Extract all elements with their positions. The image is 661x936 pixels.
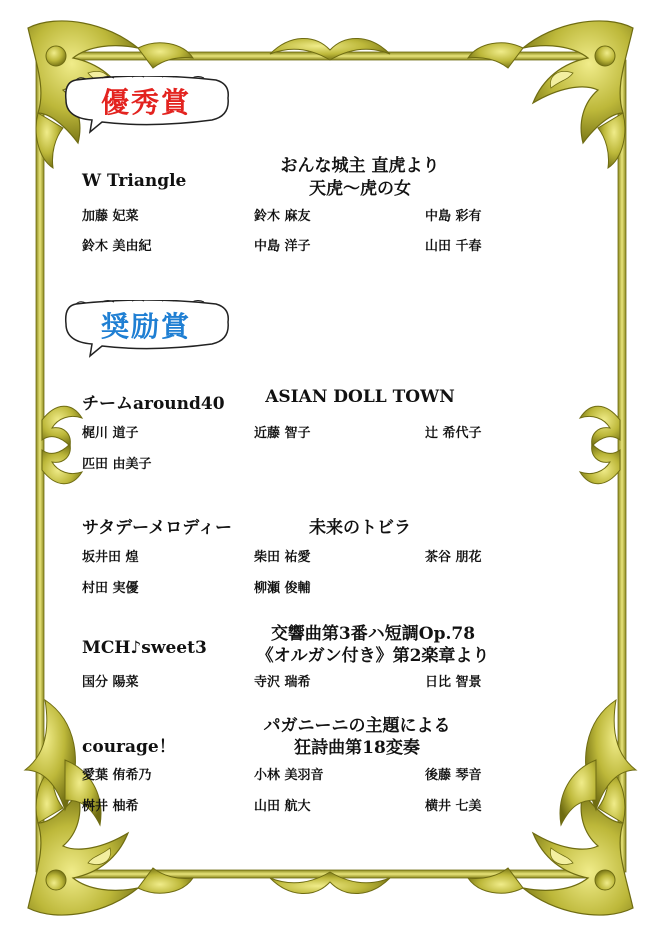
award-heading-excellence [62,76,230,134]
member-name: 茶谷 朋花 [425,550,482,565]
member-name: 日比 智景 [425,675,482,690]
piece-title-line: ASIAN DOLL TOWN [265,387,455,407]
member-name: 中島 洋子 [254,239,311,254]
member-name: 梶川 道子 [82,426,139,441]
member-name: 柴田 祐愛 [254,550,311,565]
piece-title-line: 《オルガン付き》第2楽章より [256,646,490,666]
piece-title-line: おんな城主 直虎より [280,156,440,176]
member-name: 鈴木 麻友 [254,209,311,224]
piece-title-line: 天虎～虎の女 [309,179,411,199]
piece-title-line: パガニーニの主題による [263,716,451,736]
member-name: 鈴木 美由紀 [82,239,152,254]
award-heading-label: 奨励賞 [100,310,191,343]
piece-title-line: 交響曲第3番ハ短調Op.78 [270,624,476,644]
member-name: 中島 彩有 [425,209,482,224]
member-name: 柳瀬 俊輔 [254,581,311,596]
member-name: 後藤 琴音 [425,768,482,783]
member-name: 辻 希代子 [425,426,482,441]
member-name: 山田 千春 [425,239,482,254]
piece-title-line: 狂詩曲第18変奏 [294,738,420,758]
member-name: 山田 航大 [254,799,311,814]
member-name: 近藤 智子 [254,426,311,441]
member-name: 国分 陽菜 [82,675,139,690]
member-name: 小林 美羽音 [254,768,324,783]
team-name: courage！ [82,737,176,757]
member-name: 寺沢 瑞希 [254,675,311,690]
team-name: W Triangle [82,171,187,191]
member-name: 愛葉 侑希乃 [82,768,152,783]
team-name: MCH♪sweet3 [82,638,207,658]
award-heading-encouragement [62,300,230,358]
member-name: 横井 七美 [425,799,482,814]
team-name: サタデーメロディー [82,518,232,538]
member-name: 匹田 由美子 [82,457,152,472]
member-name: 村田 実優 [82,581,139,596]
award-heading-label: 優秀賞 [100,86,191,119]
piece-title-line: 未来のトビラ [309,518,411,538]
member-name: 坂井田 煌 [82,550,139,565]
team-name: チームaround40 [82,394,225,414]
member-name: 桝井 柚希 [82,799,139,814]
member-name: 加藤 妃菜 [82,209,139,224]
